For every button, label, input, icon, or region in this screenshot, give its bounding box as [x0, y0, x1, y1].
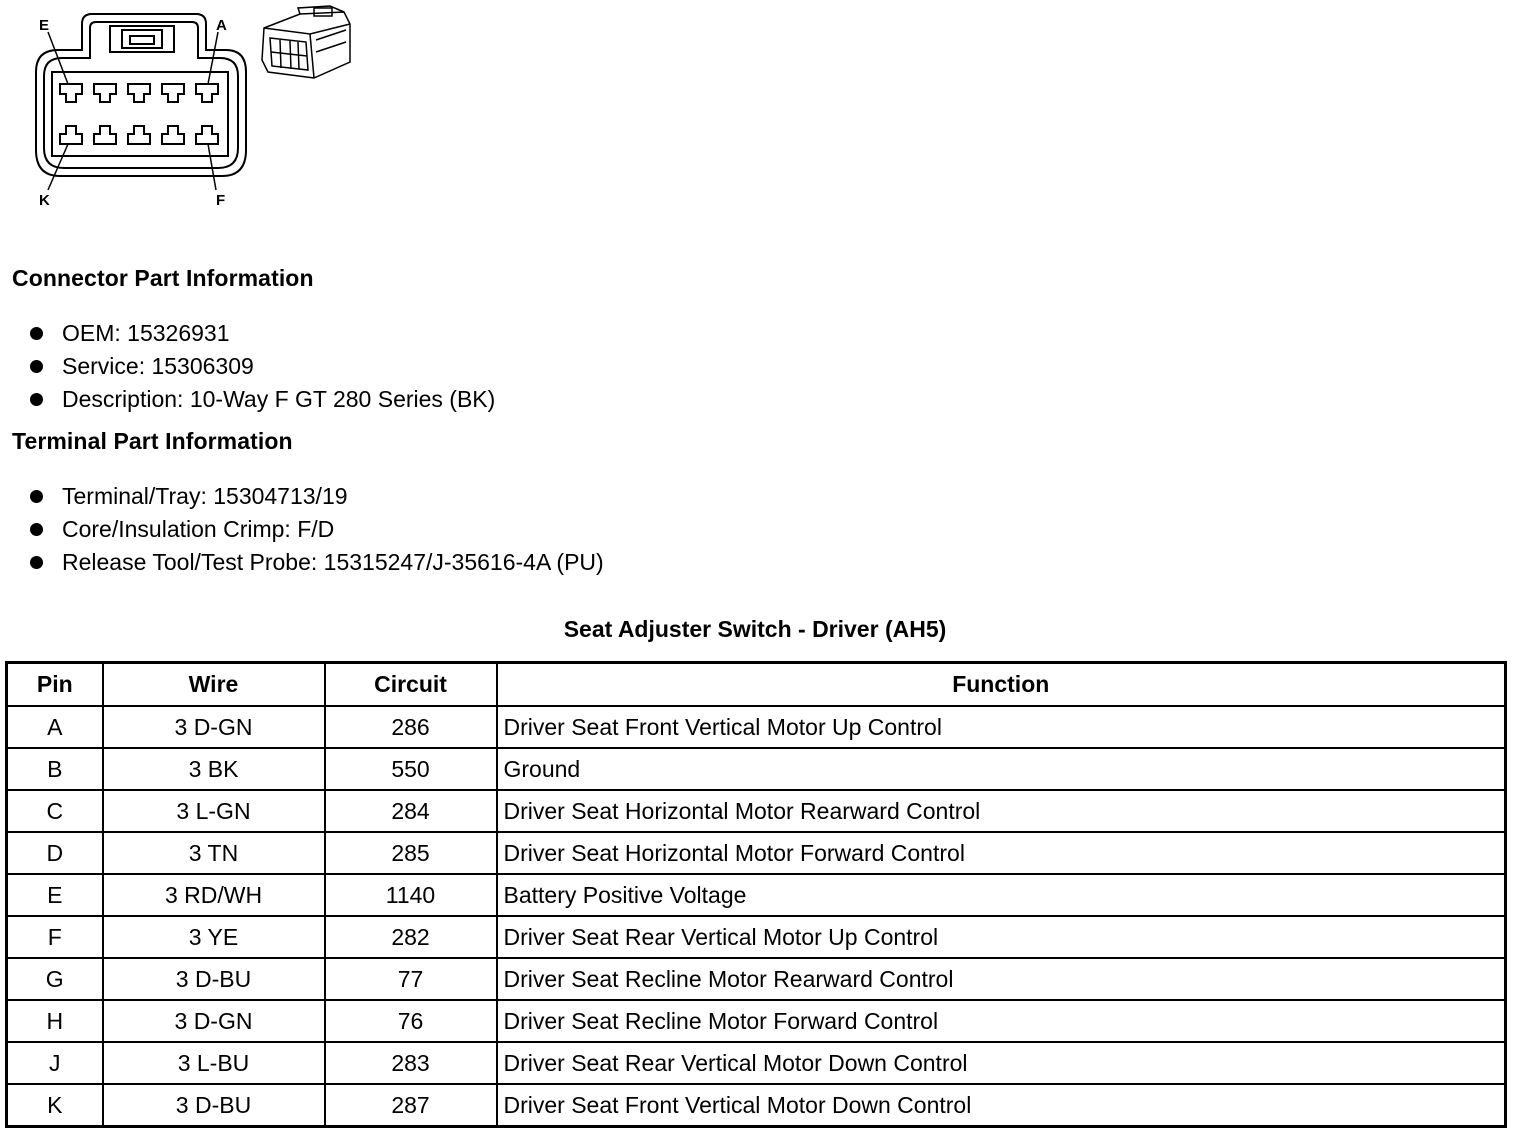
pin-cell: J [7, 1042, 103, 1084]
connector-part-list [30, 317, 495, 416]
pin-cell: E [7, 874, 103, 916]
pin-cell: C [7, 790, 103, 832]
wire-cell: 3 D-BU [103, 1084, 325, 1127]
table-row [7, 916, 1506, 958]
pin-cell: B [7, 748, 103, 790]
pin-cell: H [7, 1000, 103, 1042]
circuit-cell: 285 [325, 832, 497, 874]
function-cell: Driver Seat Rear Vertical Motor Up Control [497, 916, 1506, 958]
circuit-cell: 1140 [325, 874, 497, 916]
wire-cell: 3 D-GN [103, 706, 325, 748]
table-row [7, 706, 1506, 748]
header-function: Function [497, 663, 1506, 707]
bullet-icon [30, 490, 43, 503]
function-cell: Driver Seat Horizontal Motor Rearward Control [497, 790, 1506, 832]
top-row-terminals [60, 84, 218, 102]
list-item: Release Tool/Test Probe: 15315247/J-35616-4A (PU) [30, 546, 604, 579]
table-row [7, 832, 1506, 874]
function-cell: Driver Seat Front Vertical Motor Down Control [497, 1084, 1506, 1127]
bullet-icon [30, 327, 43, 340]
function-cell: Driver Seat Front Vertical Motor Up Control [497, 706, 1506, 748]
circuit-cell: 286 [325, 706, 497, 748]
circuit-cell: 282 [325, 916, 497, 958]
pin-cell: K [7, 1084, 103, 1127]
table-row [7, 958, 1506, 1000]
terminal-part-heading: Terminal Part Information [12, 428, 293, 454]
pin-cell: F [7, 916, 103, 958]
bullet-icon [30, 393, 43, 406]
circuit-cell: 287 [325, 1084, 497, 1127]
table-row [7, 748, 1506, 790]
connector-3d-image [262, 6, 350, 78]
circuit-cell: 283 [325, 1042, 497, 1084]
circuit-cell: 284 [325, 790, 497, 832]
table-header-row [7, 663, 1506, 707]
table-row [7, 1084, 1506, 1127]
wire-cell: 3 BK [103, 748, 325, 790]
function-cell: Driver Seat Rear Vertical Motor Down Control [497, 1042, 1506, 1084]
table-row [7, 1042, 1506, 1084]
bullet-icon [30, 523, 43, 536]
function-cell: Battery Positive Voltage [497, 874, 1506, 916]
wire-cell: 3 D-BU [103, 958, 325, 1000]
circuit-cell: 77 [325, 958, 497, 1000]
wire-cell: 3 L-BU [103, 1042, 325, 1084]
pinout-table [5, 661, 1507, 1128]
bullet-icon [30, 556, 43, 569]
header-pin: Pin [7, 663, 103, 707]
wire-cell: 3 L-GN [103, 790, 325, 832]
function-cell: Driver Seat Recline Motor Rearward Control [497, 958, 1506, 1000]
table-row [7, 1000, 1506, 1042]
list-item: Core/Insulation Crimp: F/D [30, 513, 604, 546]
pin-cell: A [7, 706, 103, 748]
wire-cell: 3 TN [103, 832, 325, 874]
terminal-part-list [30, 480, 604, 579]
connector-part-heading: Connector Part Information [12, 265, 314, 291]
connector-diagram [0, 0, 380, 220]
bullet-icon [30, 360, 43, 373]
wire-cell: 3 D-GN [103, 1000, 325, 1042]
function-cell: Driver Seat Horizontal Motor Forward Control [497, 832, 1506, 874]
circuit-cell: 550 [325, 748, 497, 790]
list-item: Description: 10-Way F GT 280 Series (BK) [30, 383, 495, 416]
table-row [7, 790, 1506, 832]
list-item: Service: 15306309 [30, 350, 495, 383]
pin-cell: D [7, 832, 103, 874]
function-cell: Ground [497, 748, 1506, 790]
wire-cell: 3 RD/WH [103, 874, 325, 916]
circuit-cell: 76 [325, 1000, 497, 1042]
pin-label-f: F [216, 192, 226, 209]
table-row [7, 874, 1506, 916]
list-item: OEM: 15326931 [30, 317, 495, 350]
wire-cell: 3 YE [103, 916, 325, 958]
list-item: Terminal/Tray: 15304713/19 [30, 480, 604, 513]
bottom-row-terminals [60, 126, 218, 144]
pin-label-a: A [216, 17, 227, 34]
pin-label-e: E [39, 17, 50, 34]
pin-label-k: K [39, 192, 50, 209]
header-circuit: Circuit [325, 663, 497, 707]
table-title: Seat Adjuster Switch - Driver (AH5) [563, 616, 947, 642]
pin-cell: G [7, 958, 103, 1000]
header-wire: Wire [103, 663, 325, 707]
function-cell: Driver Seat Recline Motor Forward Control [497, 1000, 1506, 1042]
